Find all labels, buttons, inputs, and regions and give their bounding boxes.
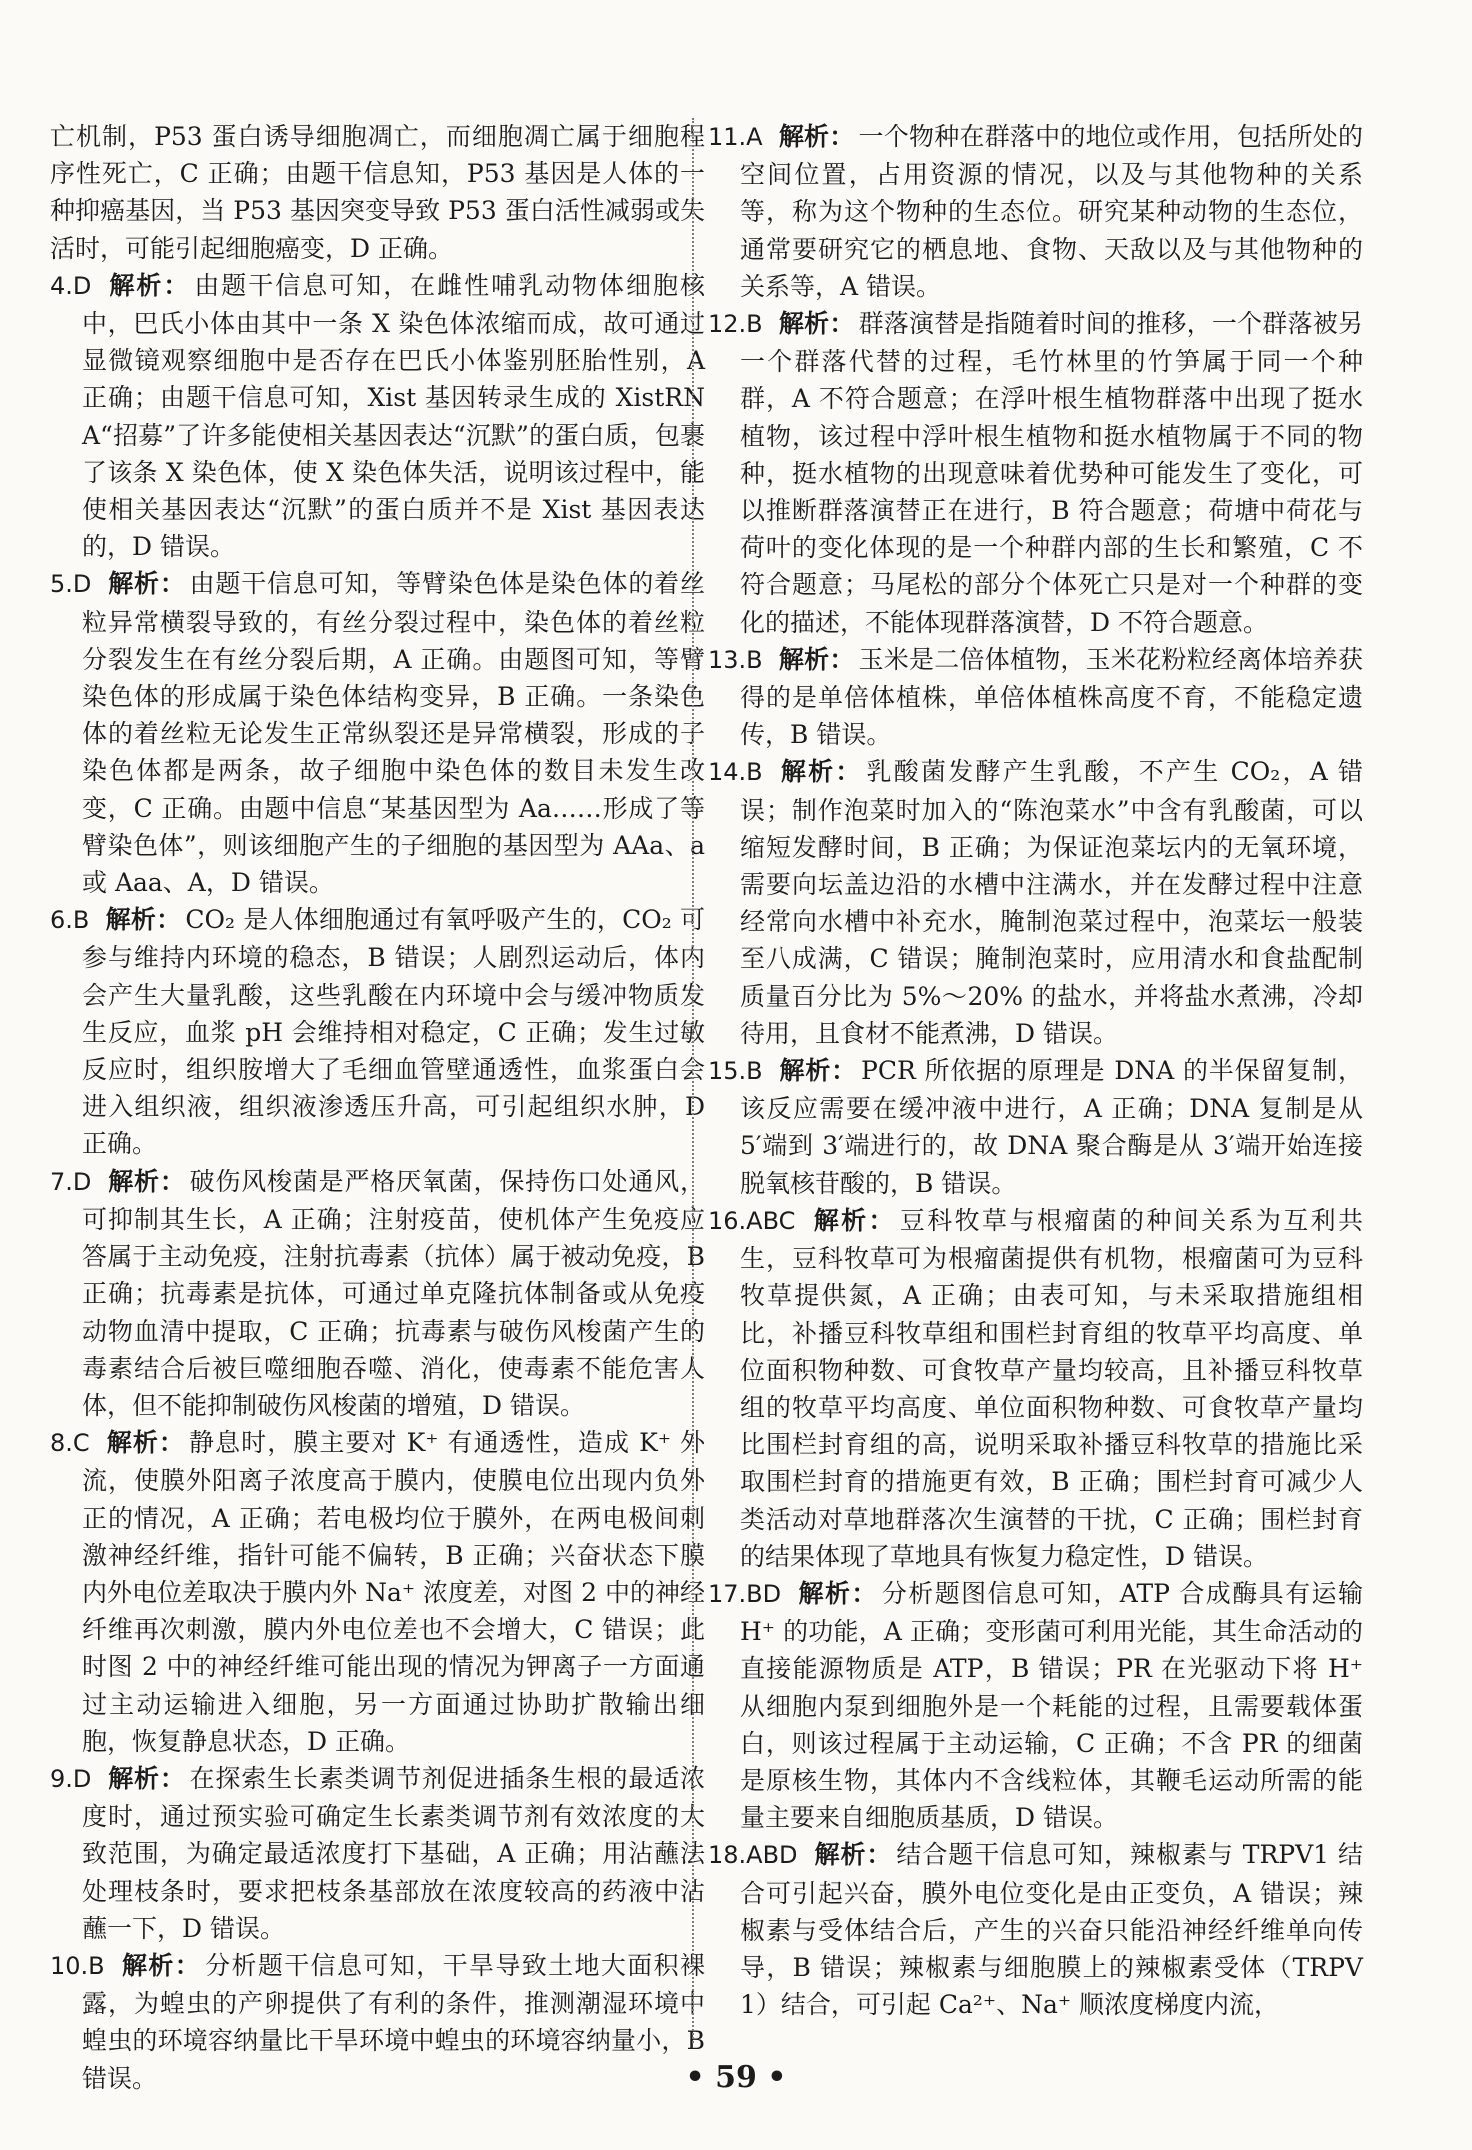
item-number: 8. xyxy=(50,1429,73,1458)
item-explanation: 群落演替是指随着时间的推移，一个群落被另一个群落代替的过程，毛竹林里的竹笋属于同一个种群，A 不符合题意；在浮叶根生植物群落中出现了挺水植物，该过程中浮叶根生植物和挺水植物属于不同的物种，挺水植物的出现意味着优势种可能发生了变化，可以推断群落演替正在进行，B 符合题意；荷塘中荷花与荷叶的变化体现的是一个种群内部的生长和繁殖，C 不符合题意；马尾松的部分个体死亡只是对一个种群的变化的描述，不能体现群落演替，D 不符合题意。 xyxy=(740,309,1363,637)
item-number: 15. xyxy=(708,1057,747,1086)
item-answer: D xyxy=(72,271,92,300)
item-explanation: 玉米是二倍体植物，玉米花粉粒经离体培养获得的是单倍体植株，单倍体植株高度不育，不能稳定遗传，B 错误。 xyxy=(740,644,1363,750)
item-number: 6. xyxy=(50,906,73,935)
answer-item-5 xyxy=(50,565,705,901)
item-answer: A xyxy=(746,123,763,151)
item-number: 18. xyxy=(708,1841,747,1870)
item-number: 4. xyxy=(50,271,73,300)
page-number: • 59 • xyxy=(685,2060,787,2095)
column-divider xyxy=(692,118,694,2043)
answer-item-11 xyxy=(708,118,1363,305)
item-number: 12. xyxy=(708,310,747,339)
item-answer: ABD xyxy=(746,1841,798,1870)
item-explanation: 结合题干信息可知，辣椒素与 TRPV1 结合可引起兴奋，膜外电位变化是由正变负，A 错误；辣椒素与受体结合后，产生的兴奋只能沿神经纤维单向传导，B 错误；辣椒素与细胞膜上的辣椒素受体（TRPV1）结合，可引起 Ca²⁺、Na⁺ 顺浓度梯度内流， xyxy=(740,1840,1363,2020)
item-explanation: 由题干信息可知，在雌性哺乳动物体细胞核中，巴氏小体由其中一条 X 染色体浓缩而成，故可通过显微镜观察细胞中是否存在巴氏小体鉴别胚胎性别，A 正确；由题干信息可知，Xist 基因转录生成的 XistRNA“招募”了许多能使相关基因表达“沉默”的蛋白质，包裹了该条 X 染色体，使 X 染色体失活，说明该过程中，能使相关基因表达“沉默”的蛋白质并不是 Xist 基因表达的，D 错误。 xyxy=(82,270,705,562)
continuation-paragraph: 亡机制，P53 蛋白诱导细胞凋亡，而细胞凋亡属于细胞程序性死亡，C 正确；由题干信息知，P53 基因是人体的一种抑癌基因，当 P53 基因突变导致 P53 蛋白活性减弱或失活时，可能引起细胞癌变，D 正确。 xyxy=(50,122,705,263)
item-explanation: 分析题干信息可知，干旱导致土地大面积裸露，为蝗虫的产卵提供了有利的条件，推测潮湿环境中蝗虫的环境容纳量比干旱环境中蝗虫的环境容纳量小，B 错误。 xyxy=(82,1950,705,2093)
item-answer: B xyxy=(746,645,763,674)
item-explanation: 静息时，膜主要对 K⁺ 有通透性，造成 K⁺ 外流，使膜外阳离子浓度高于膜内，使膜电位出现内负外正的情况，A 正确；若电极均位于膜外，在两电极间刺激神经纤维，指针可能不偏转，B 正确；兴奋状态下膜内外电位差取决于膜内外 Na⁺ 浓度差，对图 2 中的神经纤维再次刺激，膜内外电位差也不会增大，C 错误；此时图 2 中的神经纤维可能出现的情况为钾离子一方面通过主动运输进入细胞，另一方面通过协助扩散输出细胞，恢复静息状态，D 正确。 xyxy=(82,1428,705,1756)
analysis-label: 解析： xyxy=(107,1166,186,1196)
item-number: 16. xyxy=(708,1206,747,1235)
analysis-label: 解析： xyxy=(797,1578,878,1608)
item-explanation: 在探索生长素类调节剂促进插条生根的最适浓度时，通过预实验可确定生长素类调节剂有效浓度的大致范围，为确定最适浓度打下基础，A 正确；用沾蘸法处理枝条时，要求把枝条基部放在浓度较高的药液中沾蘸一下，D 错误。 xyxy=(82,1763,705,1943)
item-answer: C xyxy=(72,1429,90,1458)
item-answer: BD xyxy=(746,1579,782,1608)
analysis-label: 解析： xyxy=(105,905,182,935)
item-explanation: PCR 所依据的原理是 DNA 的半保留复制，该反应需要在缓冲液中进行，A 正确；DNA 复制是从 5′端到 3′端进行的，故 DNA 聚合酶是从 3′端开始连接脱氧核苷酸的，B 错误。 xyxy=(740,1056,1363,1198)
answer-item-12 xyxy=(708,305,1363,641)
answer-item-17 xyxy=(708,1575,1363,1836)
answer-item-7 xyxy=(50,1163,705,1424)
analysis-label: 解析： xyxy=(811,1205,896,1235)
item-number: 14. xyxy=(708,758,747,787)
item-answer: D xyxy=(72,570,92,599)
analysis-label: 解析： xyxy=(778,757,863,787)
item-number: 10. xyxy=(50,1951,89,1980)
item-number: 11. xyxy=(708,123,747,151)
item-explanation: 乳酸菌发酵产生乳酸，不产生 CO₂，A 错误；制作泡菜时加入的“陈泡菜水”中含有乳酸菌，可以缩短发酵时间，B 正确；为保证泡菜坛内的无氧环境，需要向坛盖边沿的水槽中注满水，并在发酵过程中注意经常向水槽中补充水，腌制泡菜过程中，泡菜坛一般装至八成满，C 错误；腌制泡菜时，应用清水和食盐配制质量百分比为 5%～20% 的盐水，并将盐水煮沸，冷却待用，且食材不能煮沸，D 错误。 xyxy=(740,757,1363,1048)
answer-item-9 xyxy=(50,1760,705,1947)
right-column xyxy=(708,118,1363,2023)
answer-item-4 xyxy=(50,267,705,566)
item-explanation: 豆科牧草与根瘤菌的种间关系为互利共生，豆科牧草可为根瘤菌提供有机物，根瘤菌可为豆科牧草提供氮，A 正确；由表可知，与未采取措施组相比，补播豆科牧草组和围栏封育组的牧草平均高度、单位面积物种数、可食牧草产量均较高，且补播豆科牧草组的牧草平均高度、单位面积物种数、可食牧草产量均比围栏封育组的高，说明采取补播豆科牧草的措施比采取围栏封育的措施更有效，B 正确；围栏封育可减少人类活动对草地群落次生演替的干扰，C 正确；围栏封育的结果体现了草地具有恢复力稳定性，D 错误。 xyxy=(740,1205,1363,1571)
item-answer: B xyxy=(746,758,763,787)
analysis-label: 解析： xyxy=(107,569,186,599)
analysis-label: 解析： xyxy=(120,1950,202,1980)
item-explanation: CO₂ 是人体细胞通过有氧呼吸产生的，CO₂ 可参与维持内环境的稳态，B 错误；人剧烈运动后，体内会产生大量乳酸，这些乳酸在内环境中会与缓冲物质发生反应，血浆 pH 会维持相对稳定，C 正确；发生过敏反应时，组织胺增大了毛细血管壁通透性，血浆蛋白会进入组织液，组织液渗透压升高，可引起组织水肿，D 正确。 xyxy=(82,905,705,1159)
item-answer: D xyxy=(72,1167,92,1196)
item-answer: B xyxy=(88,1951,105,1980)
item-answer: D xyxy=(72,1764,92,1793)
item-answer: B xyxy=(746,310,763,339)
answer-item-13 xyxy=(708,641,1363,754)
analysis-label: 解析： xyxy=(778,644,855,674)
item-explanation: 由题干信息可知，等臂染色体是染色体的着丝粒异常横裂导致的，有丝分裂过程中，染色体的着丝粒分裂发生在有丝分裂后期，A 正确。由题图可知，等臂染色体的形成属于染色体结构变异，B 正确。一条染色体的着丝粒无论发生正常纵裂还是异常横裂，形成的子染色体都是两条，故子细胞中染色体的数目未发生改变，C 正确。由题中信息“某基因型为 Aa……形成了等臂染色体”，则该细胞产生的子细胞的基因型为 AAa、a 或 Aaa、A，D 错误。 xyxy=(82,569,705,898)
answer-item-16 xyxy=(708,1202,1363,1575)
item-number: 5. xyxy=(50,570,73,599)
item-number: 9. xyxy=(50,1764,73,1793)
analysis-label: 解析： xyxy=(778,309,855,339)
analysis-label: 解析： xyxy=(813,1840,893,1870)
item-answer: ABC xyxy=(746,1206,796,1235)
answer-item-6 xyxy=(50,901,705,1162)
answer-item-18 xyxy=(708,1836,1363,2023)
item-explanation: 破伤风梭菌是严格厌氧菌，保持伤口处通风，可抑制其生长，A 正确；注射疫苗，使机体产生免疫应答属于主动免疫，注射抗毒素（抗体）属于被动免疫，B 正确；抗毒素是抗体，可通过单克隆抗体制备或从免疫动物血清中提取，C 正确；抗毒素与破伤风梭菌产生的毒素结合后被巨噬细胞吞噬、消化，使毒素不能危害人体，但不能抑制破伤风梭菌的增殖，D 错误。 xyxy=(82,1166,705,1420)
item-number: 17. xyxy=(708,1579,747,1608)
answer-item-8 xyxy=(50,1424,705,1760)
analysis-label: 解析： xyxy=(107,270,191,300)
analysis-label: 解析： xyxy=(778,1056,857,1086)
item-number: 7. xyxy=(50,1167,73,1196)
analysis-label: 解析： xyxy=(105,1428,185,1458)
answer-item-15 xyxy=(708,1052,1363,1202)
item-explanation: 一个物种在群落中的地位或作用，包括所处的空间位置，占用资源的情况，以及与其他物种的关系等，称为这个物种的生态位。研究某种动物的生态位，通常要研究它的栖息地、食物、天敌以及与其他物种的关系等，A 错误。 xyxy=(740,122,1363,301)
analysis-label: 解析： xyxy=(778,122,855,151)
item-number: 13. xyxy=(708,645,747,674)
item-answer: B xyxy=(746,1057,763,1086)
answer-item-14 xyxy=(708,753,1363,1052)
left-column xyxy=(50,118,705,2097)
item-answer: B xyxy=(72,906,90,935)
item-explanation: 分析题图信息可知，ATP 合成酶具有运输 H⁺ 的功能，A 正确；变形菌可利用光能，其生命活动的直接能源物质是 ATP，B 错误；PR 在光驱动下将 H⁺ 从细胞内泵到细胞外是一个耗能的过程，且需要载体蛋白，则该过程属于主动运输，C 正确；不含 PR 的细菌是原核生物，其体内不含线粒体，其鞭毛运动所需的能量主要来自细胞质基质，D 错误。 xyxy=(740,1578,1363,1833)
analysis-label: 解析： xyxy=(107,1763,186,1793)
